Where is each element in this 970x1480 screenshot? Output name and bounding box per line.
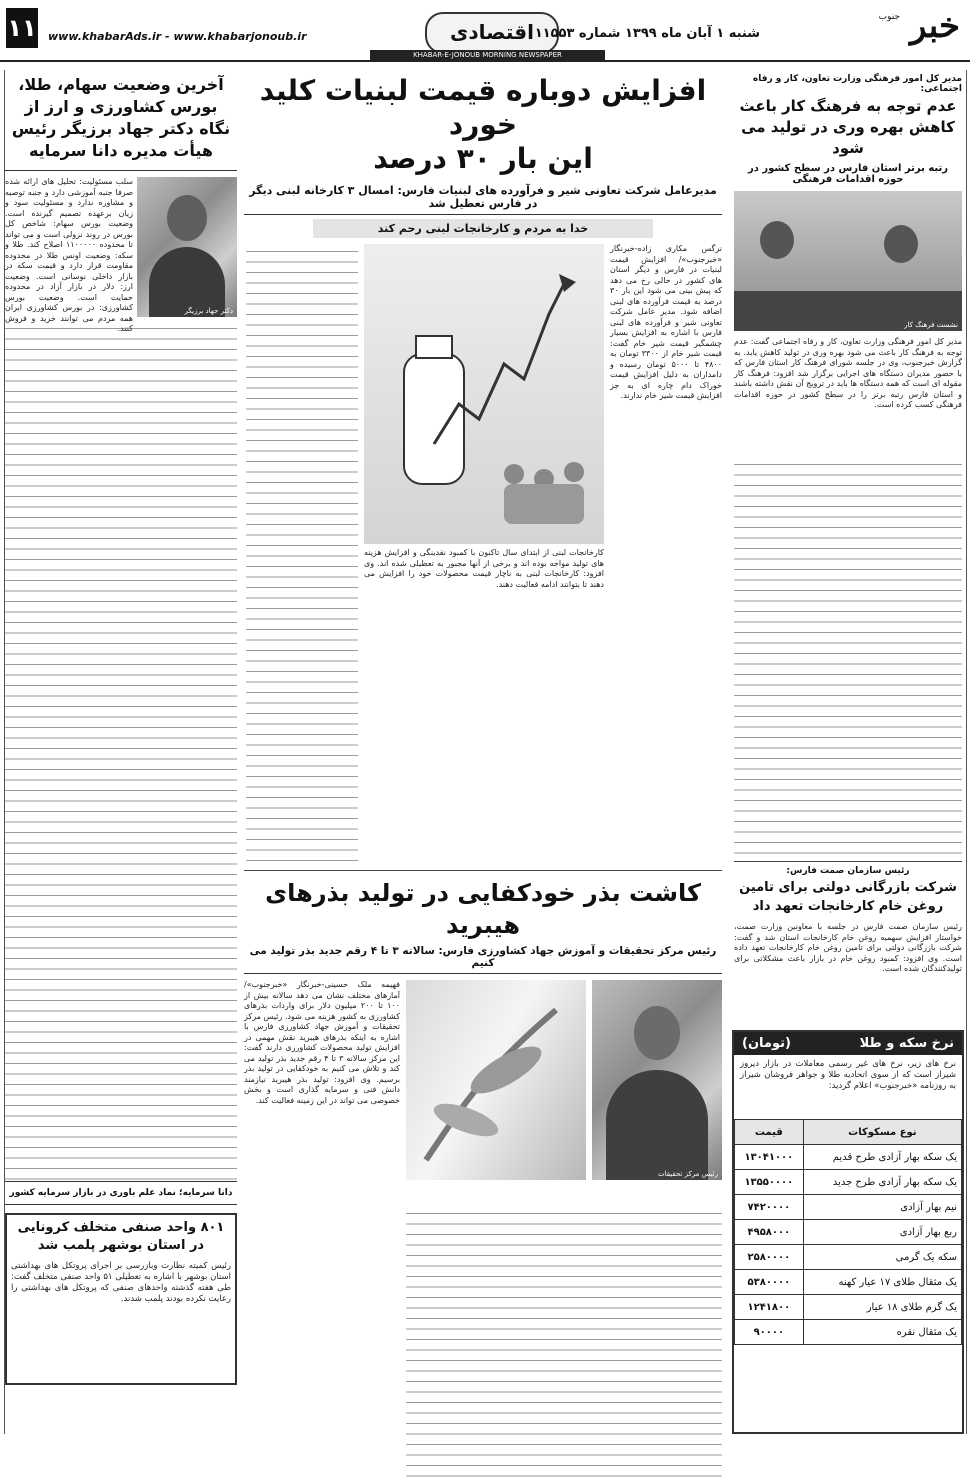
left-article-title: آخرین وضعیت سهام، طلا، بورس کشاورزی و ارز از نگاه دکتر جهاد برزیگر رئیس هیأت مدیره دانا سرمایه bbox=[5, 70, 237, 171]
masthead-stripe: KHABAR-E-JONOUB MORNING NEWSPAPER bbox=[370, 50, 605, 60]
price-row bbox=[735, 1170, 962, 1195]
gold-price-title: نرخ سکه و طلا bbox=[859, 1036, 954, 1051]
person-right-icon bbox=[884, 225, 918, 263]
news-box-body: رئیس کمیته نظارت وبازرسی بر اجرای پروتکل های بهداشتی استان بوشهر با اشاره به تعطیلی ۵۱ واحد صنفی متخلف گفت: طی هفته گذشته واحدهای صنفی که پروتکل های بهداشتی را رعایت نکرده بودند پلمب شدند. bbox=[11, 1261, 231, 1304]
gold-price-table bbox=[734, 1119, 962, 1345]
culture-headline: عدم توجه به فرهنگ کار باعث کاهش بهره وری در تولید می شود bbox=[739, 97, 957, 157]
oil-body: رئیس سازمان صمت فارس در جلسه با معاونین وزارت صمت، خواستار افزایش سهمیه روغن خام کارخانجات استان شد و گفت: شرکت بازرگانی دولتی برای تامین روغن خام کارخانجات تعهد داده است. وی افزود: کمبود روغن خام در بازار باعث مشکلاتی برای تولیدکنندگان شده است. bbox=[734, 922, 962, 973]
dairy-illustration bbox=[364, 244, 604, 544]
left-column bbox=[4, 70, 237, 1434]
price-row bbox=[735, 1270, 962, 1295]
photo-caption: دکتر جهاد برزیگر bbox=[184, 307, 233, 315]
person-silhouette-icon bbox=[167, 195, 207, 241]
price-row bbox=[735, 1295, 962, 1320]
price-item-name: ربع بهار آزادی bbox=[803, 1220, 961, 1245]
gold-price-header bbox=[734, 1032, 962, 1055]
dairy-headline-line2: این بار ۳۰ درصد bbox=[373, 142, 593, 175]
logo-word: خبر bbox=[909, 6, 960, 46]
seed-body-lower bbox=[406, 1206, 722, 1480]
page-number: ۱۱ bbox=[6, 8, 38, 48]
seed-plant-photo bbox=[406, 980, 586, 1180]
price-item-name: یک سکه بهار آزادی طرح جدید bbox=[803, 1170, 961, 1195]
culture-subhead: رتبه برتر استان فارس در سطح کشور در حوزه اقدامات فرهنگی bbox=[747, 163, 949, 185]
price-item-value: ۷۴۲۰۰۰۰ bbox=[735, 1195, 804, 1220]
price-item-value: ۱۳۰۴۱۰۰۰ bbox=[735, 1145, 804, 1170]
seed-headline: کاشت بذر خودکفایی در تولید بذرهای هیبرید bbox=[265, 879, 701, 939]
dairy-headline: افزایش دوباره قیمت لبنیات کلید خورد bbox=[259, 74, 707, 141]
gold-price-unit: (تومان) bbox=[742, 1036, 791, 1051]
price-item-value: ۴۹۵۸۰۰۰ bbox=[735, 1220, 804, 1245]
price-item-name: یک مثقال نقره bbox=[803, 1320, 961, 1345]
price-item-name: سکه یک گرمی bbox=[803, 1245, 961, 1270]
price-item-value: ۵۳۸۰۰۰۰ bbox=[735, 1270, 804, 1295]
oil-kicker: رئیس سازمان صمت فارس: bbox=[786, 866, 910, 876]
culture-body-more bbox=[734, 457, 962, 857]
price-item-name: نیم بهار آزادی bbox=[803, 1195, 961, 1220]
plant-icon bbox=[406, 980, 586, 1180]
site-urls: www.khabarAds.ir - www.khabarjonoub.ir bbox=[48, 30, 307, 43]
gold-price-box bbox=[732, 1030, 964, 1434]
person-body-icon bbox=[606, 1070, 708, 1180]
price-col-value: قیمت bbox=[735, 1120, 804, 1145]
price-row bbox=[735, 1195, 962, 1220]
culture-meeting-photo bbox=[734, 191, 962, 331]
price-item-value: ۱۲۴۱۸۰۰ bbox=[735, 1295, 804, 1320]
culture-kicker: مدیر کل امور فرهنگی وزارت تعاون، کار و رفاه اجتماعی: bbox=[752, 74, 962, 94]
person-left-icon bbox=[760, 221, 794, 259]
news-box-bushehr bbox=[5, 1213, 237, 1385]
price-row bbox=[735, 1145, 962, 1170]
seed-subhead: رئیس مرکز تحقیقات و آموزش جهاد کشاورزی فارس: سالانه ۳ تا ۴ رقم جدید بذر تولید می کنیم bbox=[244, 945, 722, 974]
dairy-subhead: مدیرعامل شرکت تعاونی شیر و فرآورده های لبنیات فارس: امسال ۳ کارخانه لبنی دیگر در فارس تعطیل شد bbox=[244, 184, 722, 215]
price-item-name: یک مثقال طلای ۱۷ عیار کهنه bbox=[803, 1270, 961, 1295]
left-article-body bbox=[5, 321, 237, 1181]
left-article-footer: دانا سرمایه؛ نماد علم باوری در بازار سرمایه کشور bbox=[5, 1181, 237, 1205]
dateline: شنبه ۱ آبان ماه ۱۳۹۹ شماره ۱۱۵۵۳ bbox=[534, 26, 760, 41]
milk-bottle-chart-icon bbox=[364, 244, 604, 544]
price-row bbox=[735, 1320, 962, 1345]
dairy-kicker: خدا به مردم و کارخانجات لبنی رحم کند bbox=[313, 219, 653, 238]
left-article-body-intro: سلب مسئولیت: تحلیل های ارائه شده صرفا جنبه آموزشی دارد و جنبه توصیه و مشاوره ندارد و مسئولیت سود و زیان برعهده تصمیم گیرنده است. وضعیت بورس سهام: شاخص کل بورس در روند نزولی است و می تواند تا محدوده ۱۱۰۰۰۰۰ اصلاح کند. طلا و سکه: وضعیت اونس طلا در محدوده مقاومت قرار دارد و قیمت سکه در بازار داخلی نوسانی است. وضعیت ارز: دلار در بازار آزاد در محدوده حمایت است. وضعیت بورس کشاورزی: در بورس کشاورزی ایران همه مردم می توانند خرید و فروش کنند. bbox=[5, 177, 133, 333]
left-article-photo bbox=[137, 177, 237, 317]
seed-researcher-photo bbox=[592, 980, 722, 1180]
dairy-body-col-3 bbox=[246, 244, 358, 864]
price-row bbox=[735, 1245, 962, 1270]
news-box-title: ۸۰۱ واحد صنفی متخلف کرونایی در استان بوشهر پلمب شد bbox=[17, 1220, 225, 1253]
middle-column bbox=[244, 70, 722, 1434]
newspaper-logo bbox=[780, 6, 960, 54]
price-item-value: ۹۰۰۰۰ bbox=[735, 1320, 804, 1345]
dairy-body-col-1: نرگس مکاری زاده-خبرنگار «خبرجنوب»/ افزایش قیمت لبنیات در فارس و دیگر استان های کشور در حالی رخ می دهد که پیش بینی می شود این بار ۳۰ درصد به قیمت فرآورده های لبنی اضافه شود. مدیر عامل شرکت تعاونی شیر و فرآورده های لبنی فارس با اشاره به افزایش بسیار چشمگیر قیمت شیر خام گفت: قیمت شیر خام از ۳۳۰۰ تومان به ۴۸۰۰ تا ۵۰۰۰ تومان رسیده و دامداران به دلیل افزایش قیمت خوراک دام چاره ای به جز افزایش قیمت شیر خام ندارند. bbox=[610, 244, 723, 400]
price-item-name: یک گرم طلای ۱۸ عیار bbox=[803, 1295, 961, 1320]
price-item-value: ۱۳۵۵۰۰۰۰ bbox=[735, 1170, 804, 1195]
logo-sub: جنوب bbox=[878, 12, 900, 22]
price-col-name: نوع مسکوکات bbox=[803, 1120, 961, 1145]
price-row bbox=[735, 1220, 962, 1245]
right-column bbox=[730, 70, 967, 1434]
culture-body: مدیر کل امور فرهنگی وزارت تعاون، کار و رفاه اجتماعی گفت: عدم توجه به فرهنگ کار باعث می شود بهره وری در تولید کاهش یابد. به گزارش خبرجنوب، وی در جلسه شورای فرهنگ کار استان فارس که با حضور مدیران دستگاه های اجرایی برگزار شد افزود: فرهنگ کار مقوله ای است که همه دستگاه ها باید در ترویج آن نقش داشته باشند و استان فارس رتبه برتر را در سطح کشور در حوزه اقدامات فرهنگی کسب کرده است. bbox=[734, 337, 962, 409]
price-item-name: یک سکه بهار آزادی طرح قدیم bbox=[803, 1145, 961, 1170]
culture-photo-caption: نشست فرهنگ کار bbox=[904, 321, 958, 329]
price-item-value: ۲۵۸۰۰۰۰ bbox=[735, 1245, 804, 1270]
seed-photo-caption: رئیس مرکز تحقیقات bbox=[657, 1170, 718, 1178]
section-label: اقتصادی bbox=[425, 12, 559, 54]
gold-price-note: نرخ های زیر، نرخ های غیر رسمی معاملات در بازار دیروز شیراز است که از سوی اتحادیه طلا و جواهر فروشان شیراز به روزنامه «خبرجنوب» اعلام گردید: bbox=[740, 1059, 956, 1091]
oil-headline: شرکت بازرگانی دولتی برای تامین روغن خام کارخانجات تعهد داد bbox=[739, 880, 957, 914]
dairy-body-col-2: کارخانجات لبنی از ابتدای سال تاکنون با کمبود نقدینگی و افزایش هزینه های تولید مواجه بوده اند و برخی از آنها مجبور به تعطیلی شده اند. وی افزود: کارخانجات لبنی به ناچار قیمت محصولات خود را افزایش می دهند تا بتوانند ادامه فعالیت دهند. bbox=[364, 548, 604, 589]
seed-body: فهیمه ملک حسینی-خبرنگار «خبرجنوب»/ آمارهای مختلف نشان می دهد سالانه بیش از ۱۰۰ تا ۲۰۰ میلیون دلار برای واردات بذرهای کشاورزی به کشور هزینه می شود. رئیس مرکز تحقیقات و آموزش جهاد کشاورزی فارس با اشاره به اینکه بذرهای هیبرید نقش مهمی در افزایش تولید محصولات کشاورزی دارند گفت: این مرکز سالانه ۳ تا ۴ رقم جدید بذر تولید می کند و تلاش می کنیم به خودکفایی در تولید بذر برسیم. وی افزود: تولید بذر هیبرید نیازمند دانش فنی و سرمایه گذاری است و بخش خصوصی می تواند در این زمینه فعالیت کند. bbox=[244, 980, 401, 1105]
masthead bbox=[0, 0, 970, 62]
person-head-icon bbox=[634, 1006, 680, 1060]
